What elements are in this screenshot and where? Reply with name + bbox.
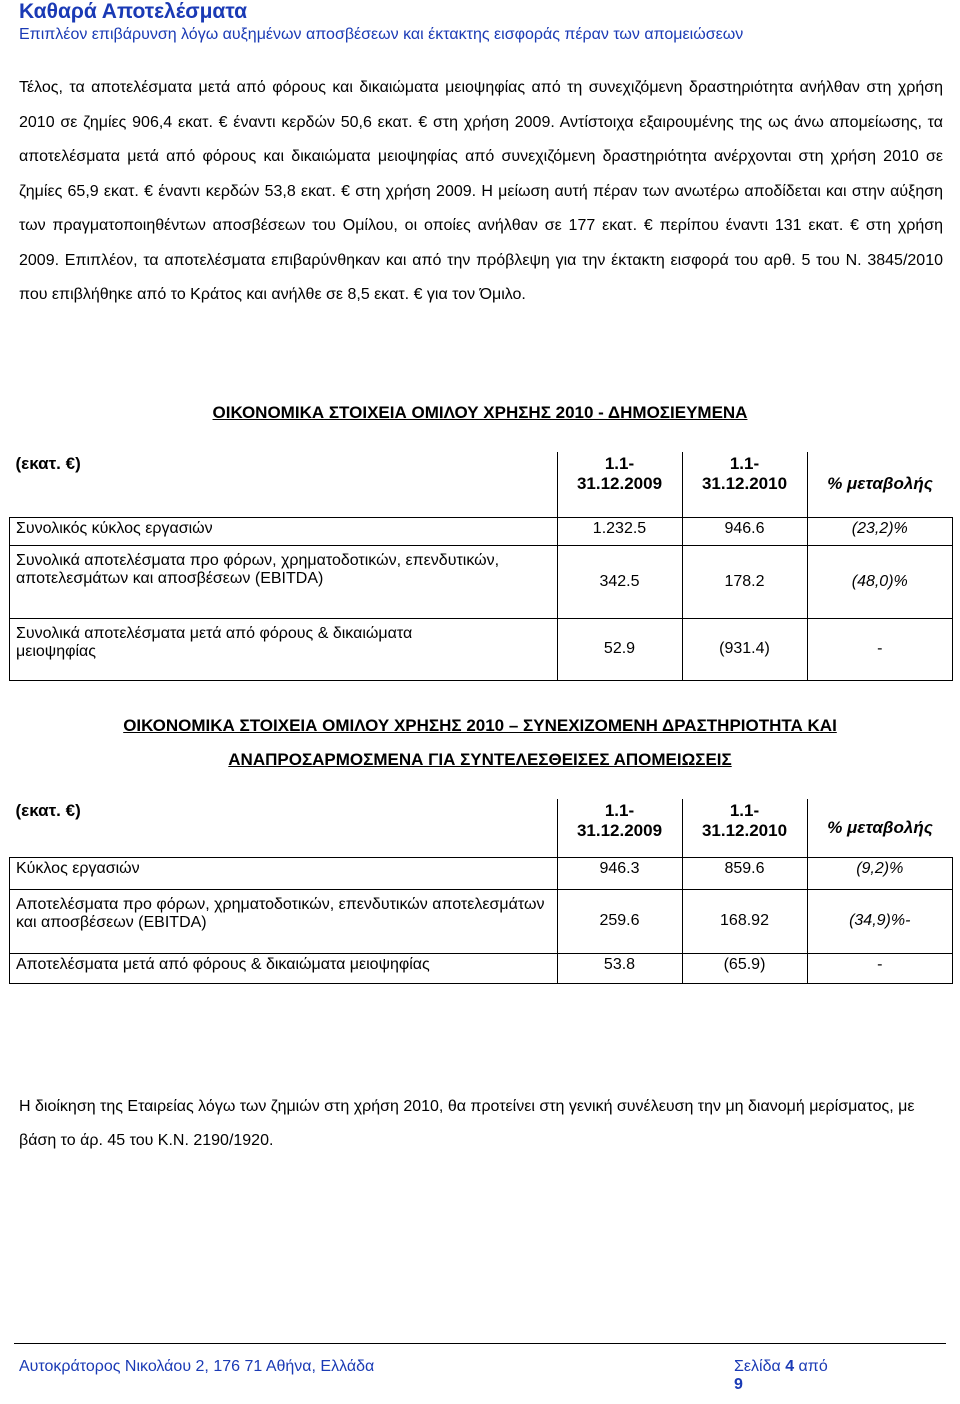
row-label: Αποτελέσματα προ φόρων, χρηματοδοτικών, επενδυτικών αποτελεσμάτων και αποσβέσεων (EBITDA) — [10, 889, 558, 953]
table-row — [10, 857, 953, 889]
page-header — [19, 0, 949, 46]
page-total: 9 — [734, 1376, 743, 1393]
page-prefix: Σελίδα — [734, 1358, 786, 1375]
value-2010: (931.4) — [682, 618, 807, 680]
value-2009: 342.5 — [557, 545, 682, 618]
table-header-row — [10, 799, 953, 857]
table1-published — [9, 452, 953, 681]
value-2009: 259.6 — [557, 889, 682, 953]
closing-paragraph: Η διοίκηση της Εταιρείας λόγω των ζημιών στη χρήση 2010, θα προτείνει στη γενική συνέλευση την μη διανομή μερίσματος, με βάση το άρ. 45 του Κ.Ν. 2190/1920. — [19, 1098, 915, 1149]
col-2009-header: 1.1- 31.12.2009 — [557, 799, 682, 857]
change-value: (23,2)% — [807, 517, 953, 545]
value-2009: 946.3 — [557, 857, 682, 889]
table-row — [10, 545, 953, 618]
page-sep: από — [794, 1358, 828, 1375]
table1-heading: ΟΙΚΟΝΟΜΙΚΑ ΣΤΟΙΧΕΙΑ ΟΜΙΛΟΥ ΧΡΗΣΗΣ 2010 - ΔΗΜΟΣΙΕΥΜΕΝΑ — [212, 403, 748, 422]
value-2010: 168.92 — [682, 889, 807, 953]
footer-divider — [14, 1343, 946, 1344]
change-value: (34,9)%- — [807, 889, 953, 953]
intro-paragraph: Τέλος, τα αποτελέσματα μετά από φόρους και δικαιώματα μειοψηφίας από τη συνεχιζόμενη δραστηριότητα ανήλθαν στη χρήση 2010 σε ζημίες 906,4 εκατ. € έναντι κερδών 50,6 εκατ. € στη χρήση 2009. Αντίστοιχα εξαιρουμένης της ως άνω απομείωσης, τα αποτελέσματα μετά από φόρους και δικαιώματα μειοψηφίας από συνεχιζόμενη δραστηριότητα ανέρχονται στη χρήση 2010 σε ζημίες 65,9 εκατ. € έναντι κερδών 53,8 εκατ. € στη χρήση 2009. Η μείωση αυτή πέραν των ανωτέρω αποδίδεται και στην αύξηση των πραγματοποιηθέντων αποσβέσεων του Ομίλου, οι οποίες ανήλθαν σε 177 εκατ. € περίπου έναντι 131 εκατ. € στη χρήση 2009. Επιπλέον, τα αποτελέσματα επιβαρύνθηκαν και από την πρόβλεψη για την έκτακτη εισφορά του αρθ. 5 του Ν. 3845/2010 που επιβλήθηκε από το Κράτος και ανήλθε σε 8,5 εκατ. € για τον Όμιλο. — [19, 79, 943, 303]
change-header: % μεταβολής — [807, 452, 953, 517]
table2-continuing — [9, 799, 953, 984]
value-2009: 53.8 — [557, 953, 682, 983]
unit-header: (εκατ. €) — [10, 799, 558, 857]
value-2010: 859.6 — [682, 857, 807, 889]
change-value: (9,2)% — [807, 857, 953, 889]
value-2009: 52.9 — [557, 618, 682, 680]
page-title: Καθαρά Αποτελέσματα — [19, 0, 248, 23]
value-2010: (65.9) — [682, 953, 807, 983]
table2-heading-line2: ΑΝΑΠΡΟΣΑΡΜΟΣΜΕΝΑ ΓΙΑ ΣΥΝΤΕΛΕΣΘΕΙΣΕΣ ΑΠΟΜΕΙΩΣΕΙΣ — [228, 750, 732, 769]
row-label: Συνολικός κύκλος εργασιών — [10, 517, 558, 545]
col-2010-header: 1.1- 31.12.2010 — [682, 799, 807, 857]
page-subtitle: Επιπλέον επιβάρυνση λόγω αυξημένων αποσβέσεων και έκτακτης εισφοράς πέραν των απομειώσεων — [19, 26, 744, 43]
table-row — [10, 953, 953, 983]
row-label: Συνολικά αποτελέσματα προ φόρων, χρηματοδοτικών, επενδυτικών, αποτελεσμάτων και αποσβέσεων (EBITDA) — [10, 545, 558, 618]
page-number — [734, 1358, 839, 1394]
value-2010: 178.2 — [682, 545, 807, 618]
value-2009: 1.232.5 — [557, 517, 682, 545]
footer-address: Αυτοκράτορος Νικολάου 2, 176 71 Αθήνα, Ελλάδα — [19, 1358, 375, 1375]
unit-header: (εκατ. €) — [10, 452, 558, 517]
row-label: Κύκλος εργασιών — [10, 857, 558, 889]
table-header-row — [10, 452, 953, 517]
change-value: (48,0)% — [807, 545, 953, 618]
col-2010-header: 1.1- 31.12.2010 — [682, 452, 807, 517]
row-label: Αποτελέσματα μετά από φόρους & δικαιώματα μειοψηφίας — [10, 953, 558, 983]
change-value: - — [807, 618, 953, 680]
col-2009-header: 1.1- 31.12.2009 — [557, 452, 682, 517]
change-value: - — [807, 953, 953, 983]
row-label: Συνολικά αποτελέσματα μετά από φόρους & δικαιώματα μειοψηφίας — [10, 618, 558, 680]
table-row — [10, 517, 953, 545]
page-current: 4 — [785, 1358, 795, 1375]
table2-heading-line1: ΟΙΚΟΝΟΜΙΚΑ ΣΤΟΙΧΕΙΑ ΟΜΙΛΟΥ ΧΡΗΣΗΣ 2010 – ΣΥΝΕΧΙΖΟΜΕΝΗ ΔΡΑΣΤΗΡΙΟΤΗΤΑ ΚΑΙ — [123, 716, 837, 735]
table-row — [10, 618, 953, 680]
change-header: % μεταβολής — [807, 799, 953, 857]
table-row — [10, 889, 953, 953]
value-2010: 946.6 — [682, 517, 807, 545]
